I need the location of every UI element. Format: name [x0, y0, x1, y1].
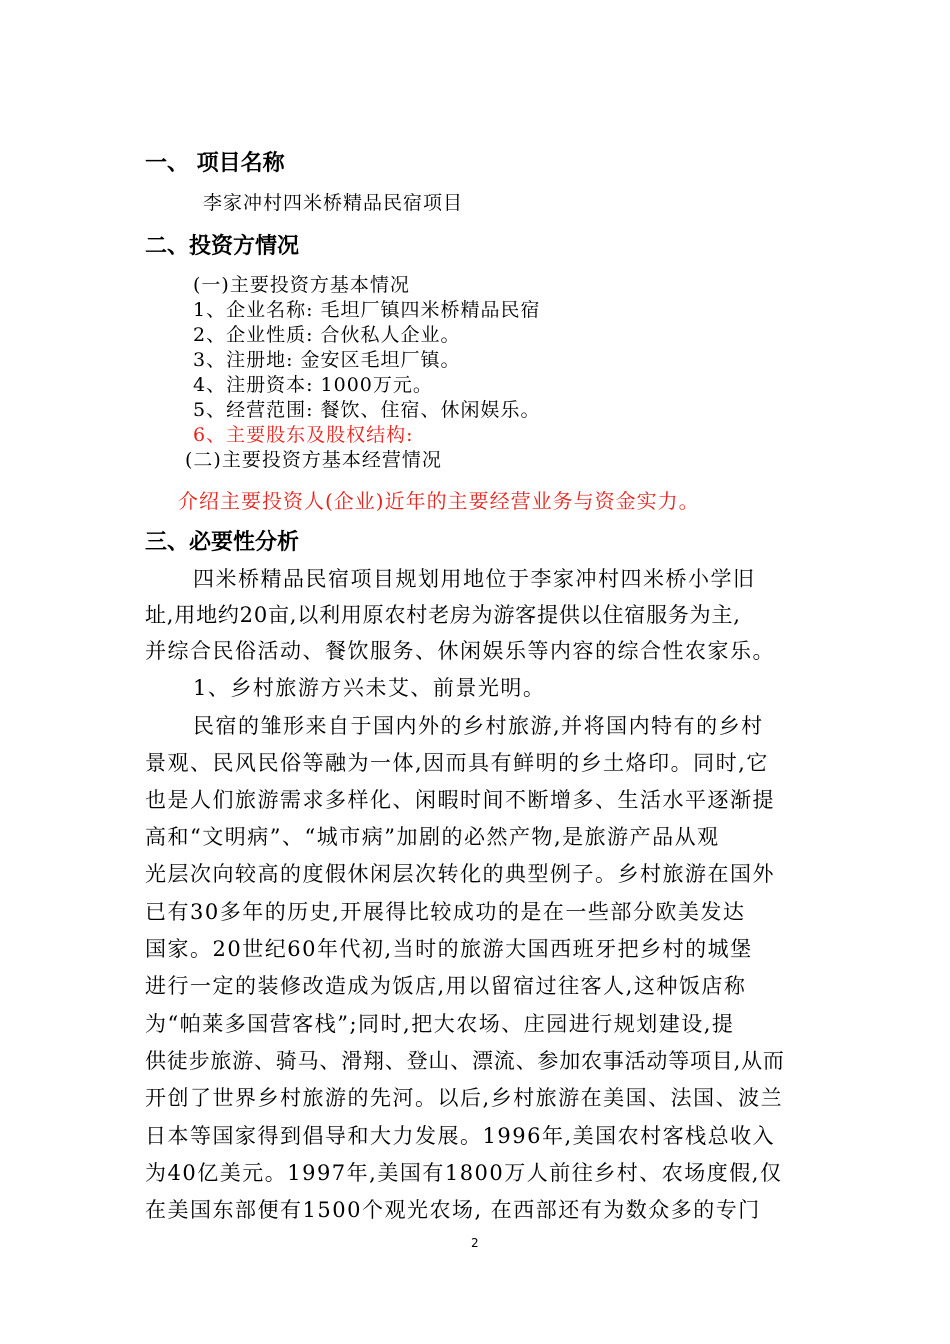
section3-heading: 三、必要性分析 [145, 530, 300, 555]
body-line: 国家。20世纪60年代初,当时的旅游大国西班牙把乡村的城堡 [145, 937, 753, 961]
body-line: 供徒步旅游、骑马、滑翔、登山、漂流、参加农事活动等项目,从而 [145, 1049, 785, 1073]
section2-item-5: 5、经营范围: 餐饮、住宿、休闲娱乐。 [193, 399, 541, 421]
body-line: 景观、民风民俗等融为一体,因而具有鲜明的乡土烙印。同时,它 [145, 751, 769, 775]
body-line: 民宿的雏形来自于国内外的乡村旅游,并将国内特有的乡村 [193, 714, 764, 738]
body-line: 在美国东部便有1500个观光农场, 在西部还有为数众多的专门 [145, 1198, 761, 1222]
body-line: 为40亿美元。1997年,美国有1800万人前往乡村、农场度假,仅 [145, 1161, 783, 1185]
project-name: 李家冲村四米桥精品民宿项目 [203, 192, 464, 214]
body-line: 光层次向较高的度假休闲层次转化的典型例子。乡村旅游在国外 [145, 862, 775, 886]
body-line: 也是人们旅游需求多样化、闲暇时间不断增多、生活水平逐渐提 [145, 788, 775, 812]
body-line: 高和“文明病”、“城市病”加剧的必然产物,是旅游产品从观 [145, 825, 720, 849]
body-line: 进行一定的装修改造成为饭店,用以留宿过往客人,这种饭店称 [145, 974, 747, 998]
section2-item-2: 2、企业性质: 合伙私人企业。 [193, 324, 461, 346]
section2-sub1: (一)主要投资方基本情况 [193, 274, 410, 296]
body-line: 址,用地约20亩,以利用原农村老房为游客提供以住宿服务为主, [145, 603, 741, 627]
section1-heading: 一、 项目名称 [145, 151, 285, 176]
section2-item-1: 1、企业名称: 毛坦厂镇四米桥精品民宿 [193, 299, 541, 321]
body-line: 并综合民俗活动、餐饮服务、休闲娱乐等内容的综合性农家乐。 [145, 639, 775, 663]
section2-sub2: (二)主要投资方基本经营情况 [185, 449, 442, 471]
body-line: 为“帕莱多国营客栈”;同时,把大农场、庄园进行规划建设,提 [145, 1012, 735, 1036]
body-line: 开创了世界乡村旅游的先河。以后,乡村旅游在美国、法国、波兰 [145, 1086, 784, 1110]
section2-item-4: 4、注册资本: 1000万元。 [193, 374, 433, 396]
body-line: 四米桥精品民宿项目规划用地位于李家冲村四米桥小学旧 [193, 567, 756, 591]
page-number: 2 [471, 1236, 479, 1250]
section2-item-6: 6、主要股东及股权结构: [193, 424, 414, 446]
section2-heading: 二、投资方情况 [145, 234, 300, 259]
body-line: 已有30多年的历史,开展得比较成功的是在一些部分欧美发达 [145, 900, 746, 924]
section2-item-3: 3、注册地: 金安区毛坦厂镇。 [193, 349, 461, 371]
body-line: 日本等国家得到倡导和大力发展。1996年,美国农村客栈总收入 [145, 1124, 776, 1148]
body-line: 1、乡村旅游方兴未艾、前景光明。 [193, 676, 546, 700]
section2-note: 介绍主要投资人(企业)近年的主要经营业务与资金实力。 [178, 489, 700, 513]
